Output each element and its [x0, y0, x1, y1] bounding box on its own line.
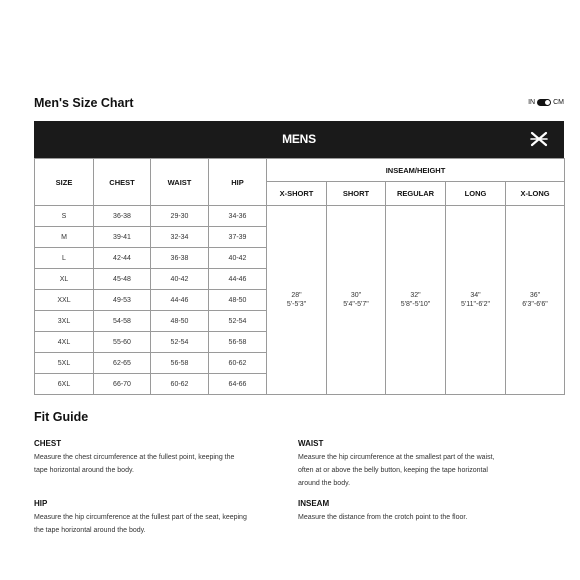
- size-chart-header: [34, 121, 564, 158]
- cell-hip: 64-66: [209, 374, 267, 395]
- fit-guide-title: Fit Guide: [34, 410, 89, 424]
- cell-size: M: [35, 227, 94, 248]
- cell-size: XL: [35, 269, 94, 290]
- guide-heading: INSEAM: [298, 499, 330, 508]
- size-table: [34, 158, 565, 395]
- unit-in-label: IN: [528, 99, 536, 106]
- inseam-value: 34": [470, 292, 481, 299]
- cell-chest: 39-41: [94, 227, 151, 248]
- cell-chest: 62-65: [94, 353, 151, 374]
- guide-waist: [298, 437, 568, 490]
- cell-hip: 48-50: [209, 290, 267, 311]
- guide-text: Measure the chest circumference at the fullest point, keeping the: [34, 454, 235, 461]
- cell-chest: 66-70: [94, 374, 151, 395]
- guide-text: Measure the hip circumference at the smallest part of the waist,: [298, 454, 495, 461]
- toggle-switch-icon[interactable]: [537, 99, 551, 106]
- guide-text: around the body.: [298, 480, 351, 487]
- cell-waist: 29-30: [151, 206, 209, 227]
- cell-waist: 52-54: [151, 332, 209, 353]
- cell-chest: 42-44: [94, 248, 151, 269]
- cell-size: 3XL: [35, 311, 94, 332]
- cell-inseam-regular: [386, 206, 446, 395]
- cell-size: L: [35, 248, 94, 269]
- unit-cm-label: CM: [553, 99, 564, 106]
- guide-text: the tape horizontal around the body.: [34, 527, 146, 534]
- cell-size: 6XL: [35, 374, 94, 395]
- height-range: 6'3"-6'6": [522, 301, 548, 308]
- col-header-x-short: X-SHORT: [267, 182, 327, 206]
- inseam-value: 30": [350, 292, 362, 299]
- cell-inseam-x-long: [506, 206, 565, 395]
- col-header-short: SHORT: [327, 182, 386, 206]
- cell-waist: 60-62: [151, 374, 209, 395]
- inseam-value: 36": [529, 292, 541, 299]
- guide-chest: [34, 437, 294, 477]
- cell-chest: 49-53: [94, 290, 151, 311]
- guide-hip: [34, 497, 298, 537]
- cell-waist: 44-46: [151, 290, 209, 311]
- cell-chest: 36-38: [94, 206, 151, 227]
- guide-heading: WAIST: [298, 439, 324, 448]
- cell-hip: 56-58: [209, 332, 267, 353]
- cell-hip: 52-54: [209, 311, 267, 332]
- table-row: [35, 206, 565, 227]
- cell-hip: 34-36: [209, 206, 267, 227]
- guide-inseam: [298, 497, 568, 524]
- cell-chest: 55-60: [94, 332, 151, 353]
- guide-text: Measure the hip circumference at the fullest part of the seat, keeping: [34, 514, 247, 521]
- cell-inseam-long: [446, 206, 506, 395]
- col-header-long: LONG: [446, 182, 506, 206]
- guide-heading: HIP: [34, 499, 48, 508]
- col-header-regular: REGULAR: [386, 182, 446, 206]
- inseam-value: 32": [410, 292, 421, 299]
- height-range: 5'11"-6'2": [461, 301, 490, 308]
- guide-text: often at or above the belly button, keeping the tape horizontal: [298, 467, 488, 474]
- page-title: Men's Size Chart: [34, 96, 134, 110]
- cell-hip: 37-39: [209, 227, 267, 248]
- cell-waist: 56-58: [151, 353, 209, 374]
- cell-size: 5XL: [35, 353, 94, 374]
- guide-text: tape horizontal around the body.: [34, 467, 134, 474]
- col-header-hip: HIP: [209, 159, 267, 206]
- col-header-chest: CHEST: [94, 159, 151, 206]
- col-header-inseam-group: INSEAM/HEIGHT: [267, 159, 565, 182]
- cell-size: S: [35, 206, 94, 227]
- unit-toggle[interactable]: [528, 99, 564, 106]
- header-title: MENS: [282, 132, 316, 146]
- cell-hip: 44-46: [209, 269, 267, 290]
- height-range: 5'8"-5'10": [400, 301, 431, 308]
- inseam-value: 28": [291, 292, 302, 299]
- height-range: 5'4"-5'7": [343, 301, 369, 308]
- cell-size: XXL: [35, 290, 94, 311]
- cell-waist: 40-42: [151, 269, 209, 290]
- guide-heading: CHEST: [34, 439, 62, 448]
- cell-waist: 48-50: [151, 311, 209, 332]
- cell-waist: 36-38: [151, 248, 209, 269]
- cell-hip: 60-62: [209, 353, 267, 374]
- col-header-size: SIZE: [35, 159, 94, 206]
- cell-inseam-x-short: [267, 206, 327, 395]
- cell-chest: 45-48: [94, 269, 151, 290]
- cell-size: 4XL: [35, 332, 94, 353]
- cell-chest: 54-58: [94, 311, 151, 332]
- col-header-x-long: X-LONG: [506, 182, 565, 206]
- x-logo-icon: [529, 129, 549, 149]
- cell-hip: 40-42: [209, 248, 267, 269]
- height-range: 5'-5'3": [286, 301, 307, 308]
- cell-waist: 32-34: [151, 227, 209, 248]
- cell-inseam-short: [327, 206, 386, 395]
- col-header-waist: WAIST: [151, 159, 209, 206]
- guide-text: Measure the distance from the crotch point to the floor.: [298, 514, 468, 521]
